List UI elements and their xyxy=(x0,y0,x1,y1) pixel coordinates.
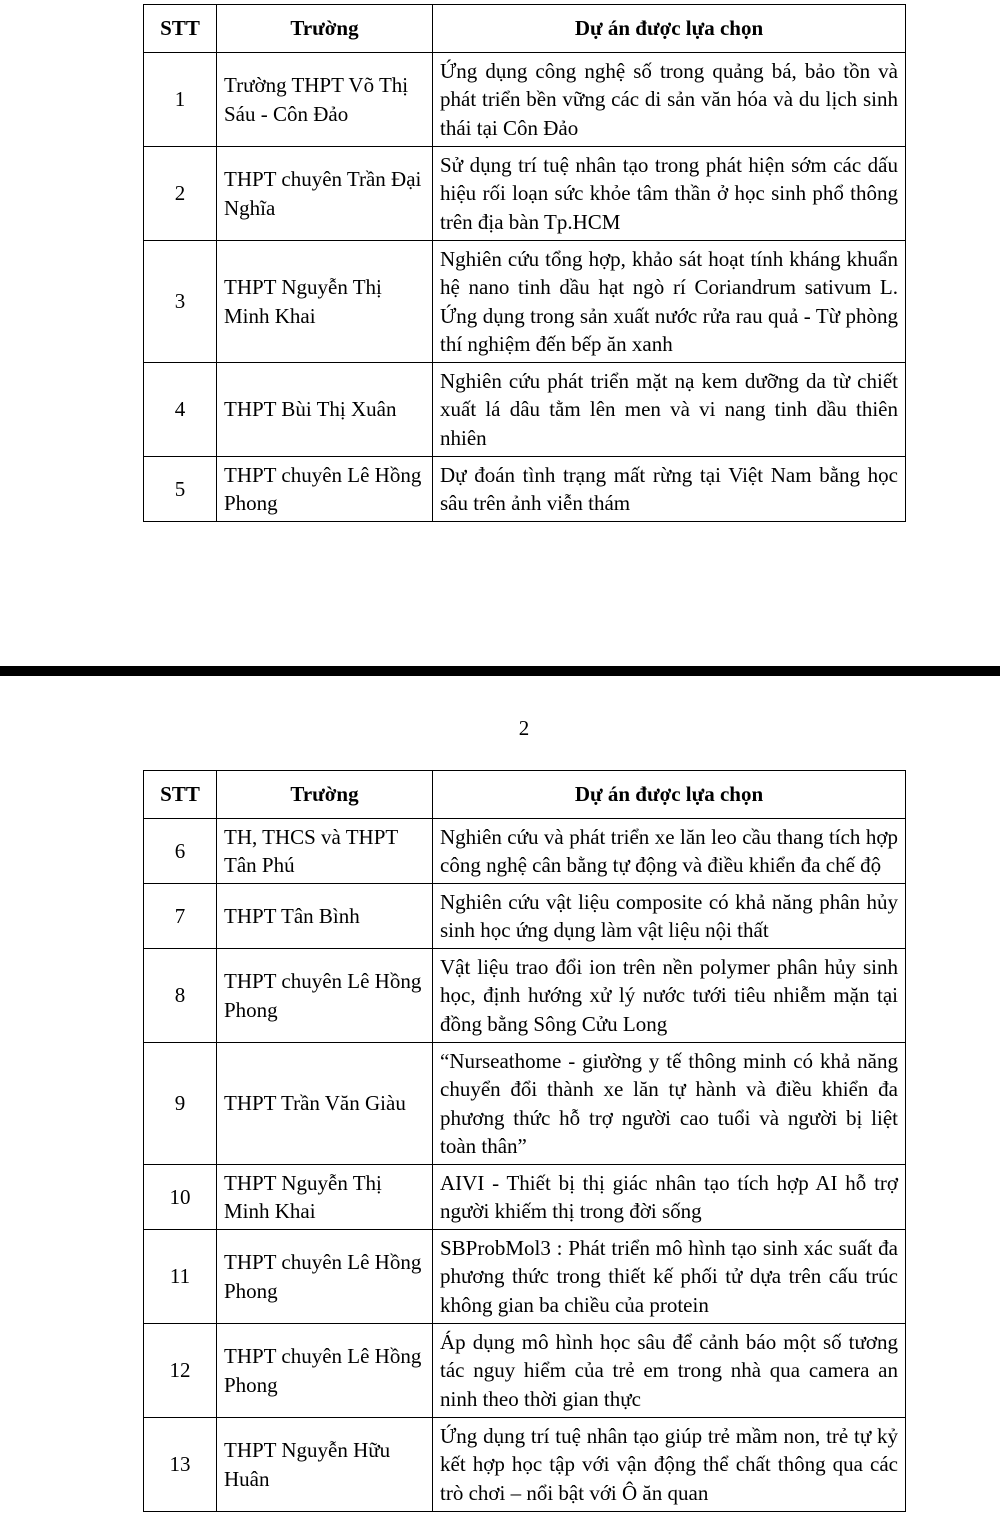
table-row xyxy=(144,1043,906,1165)
row-project: Nghiên cứu tổng hợp, khảo sát hoạt tính kháng khuẩn hệ nano tinh dầu hạt ngò rí Coriandrum sativum L. Ứng dụng trong sản xuất nước rửa rau quả - Từ phòng thí nghiệm đến bếp ăn xanh xyxy=(433,241,906,363)
row-school: THPT Nguyễn Thị Minh Khai xyxy=(217,241,433,363)
projects-table-1 xyxy=(143,4,906,522)
row-school: THPT chuyên Lê Hồng Phong xyxy=(217,1324,433,1418)
row-project: Sử dụng trí tuệ nhân tạo trong phát hiện sớm các dấu hiệu rối loạn sức khỏe tâm thần ở học sinh phổ thông trên địa bàn Tp.HCM xyxy=(433,147,906,241)
table-row xyxy=(144,1165,906,1230)
row-stt: 7 xyxy=(144,884,217,949)
projects-table-2 xyxy=(143,770,906,1512)
row-school: THPT Nguyễn Hữu Huân xyxy=(217,1418,433,1512)
header-stt: STT xyxy=(144,771,217,819)
row-project: Dự đoán tình trạng mất rừng tại Việt Nam bằng học sâu trên ảnh viễn thám xyxy=(433,457,906,522)
page-number: 2 xyxy=(518,716,530,740)
row-stt: 3 xyxy=(144,241,217,363)
header-school: Trường xyxy=(217,771,433,819)
row-project: Ứng dụng công nghệ số trong quảng bá, bảo tồn và phát triển bền vững các di sản văn hóa và du lịch sinh thái tại Côn Đảo xyxy=(433,53,906,147)
row-school: THPT Trần Văn Giàu xyxy=(217,1043,433,1165)
row-stt: 10 xyxy=(144,1165,217,1230)
row-school: THPT Bùi Thị Xuân xyxy=(217,363,433,457)
table-row xyxy=(144,949,906,1043)
page-separator xyxy=(0,666,1000,676)
row-project: AIVI - Thiết bị thị giác nhân tạo tích hợp AI hỗ trợ người khiếm thị trong đời sống xyxy=(433,1165,906,1230)
table-header-row xyxy=(144,771,906,819)
table-row xyxy=(144,457,906,522)
row-school: TH, THCS và THPT Tân Phú xyxy=(217,819,433,884)
row-school: THPT chuyên Lê Hồng Phong xyxy=(217,457,433,522)
row-school: THPT Nguyễn Thị Minh Khai xyxy=(217,1165,433,1230)
row-project: Nghiên cứu vật liệu composite có khả năng phân hủy sinh học ứng dụng làm vật liệu nội thất xyxy=(433,884,906,949)
row-school: THPT chuyên Lê Hồng Phong xyxy=(217,949,433,1043)
row-project: SBProbMol3 : Phát triển mô hình tạo sinh xác suất đa phương thức trong thiết kế phối tử dựa trên cấu trúc không gian ba chiều của protein xyxy=(433,1230,906,1324)
table-row xyxy=(144,241,906,363)
row-stt: 8 xyxy=(144,949,217,1043)
row-stt: 11 xyxy=(144,1230,217,1324)
header-school: Trường xyxy=(217,5,433,53)
header-project: Dự án được lựa chọn xyxy=(433,771,906,819)
row-stt: 5 xyxy=(144,457,217,522)
table-row xyxy=(144,1230,906,1324)
row-school: Trường THPT Võ Thị Sáu - Côn Đảo xyxy=(217,53,433,147)
row-stt: 2 xyxy=(144,147,217,241)
table-row xyxy=(144,1324,906,1418)
table-row xyxy=(144,884,906,949)
table-row xyxy=(144,1418,906,1512)
header-stt: STT xyxy=(144,5,217,53)
table-row xyxy=(144,819,906,884)
table-row xyxy=(144,147,906,241)
row-project: Nghiên cứu phát triển mặt nạ kem dưỡng da từ chiết xuất lá dâu tằm lên men và vi nang tinh dầu thiên nhiên xyxy=(433,363,906,457)
row-project: Áp dụng mô hình học sâu để cảnh báo một số tương tác nguy hiểm của trẻ em trong nhà qua camera an ninh theo thời gian thực xyxy=(433,1324,906,1418)
header-project: Dự án được lựa chọn xyxy=(433,5,906,53)
row-project: Vật liệu trao đổi ion trên nền polymer phân hủy sinh học, định hướng xử lý nước tưới tiêu nhiễm mặn tại đồng bằng Sông Cửu Long xyxy=(433,949,906,1043)
row-project: “Nurseathome - giường y tế thông minh có khả năng chuyển đổi thành xe lăn tự hành và điều khiển đa phương thức hỗ trợ người cao tuổi và người bị liệt toàn thân” xyxy=(433,1043,906,1165)
table-row xyxy=(144,363,906,457)
row-school: THPT chuyên Trần Đại Nghĩa xyxy=(217,147,433,241)
row-stt: 9 xyxy=(144,1043,217,1165)
row-project: Nghiên cứu và phát triển xe lăn leo cầu thang tích hợp công nghệ cân bằng tự động và điều khiển đa chế độ xyxy=(433,819,906,884)
row-stt: 1 xyxy=(144,53,217,147)
table-header-row xyxy=(144,5,906,53)
row-stt: 13 xyxy=(144,1418,217,1512)
row-school: THPT chuyên Lê Hồng Phong xyxy=(217,1230,433,1324)
row-school: THPT Tân Bình xyxy=(217,884,433,949)
row-stt: 6 xyxy=(144,819,217,884)
row-stt: 4 xyxy=(144,363,217,457)
table-row xyxy=(144,53,906,147)
row-stt: 12 xyxy=(144,1324,217,1418)
row-project: Ứng dụng trí tuệ nhân tạo giúp trẻ mầm non, trẻ tự kỷ kết hợp học tập với vận động thể chất thông qua các trò chơi – nổi bật với Ô ăn quan xyxy=(433,1418,906,1512)
